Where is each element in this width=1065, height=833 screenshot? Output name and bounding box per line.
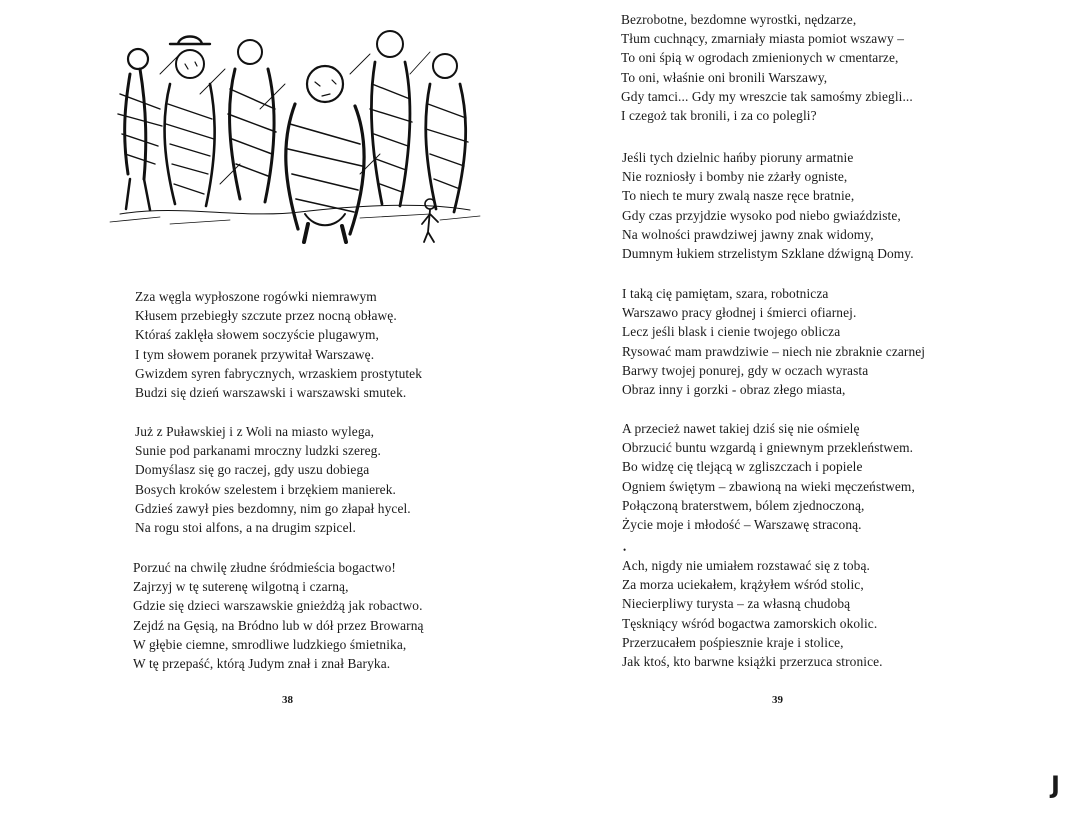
verse-line: Połączoną braterstwem, bólem zjednoczoną, bbox=[622, 497, 865, 513]
left-page bbox=[0, 0, 532, 833]
stanza bbox=[622, 284, 925, 399]
verse-line: Tłum cuchnący, zmarniały miasta pomiot wszawy – bbox=[621, 31, 905, 47]
verse-line: Gdzie się dzieci warszawskie gnieżdżą jak robactwo. bbox=[133, 598, 423, 614]
verse-line: Przerzucałem pośpiesznie kraje i stolice, bbox=[622, 634, 844, 650]
verse-line: To oni śpią w ogrodach zmienionych w cmentarze, bbox=[621, 50, 899, 66]
verse-line: W głębie ciemne, smrodliwe ludzkiego śmietnika, bbox=[133, 636, 407, 652]
verse-line: Zajrzyj w tę suterenę wilgotną i czarną, bbox=[133, 579, 349, 595]
verse-line: Lecz jeśli blask i cienie twojego oblicza bbox=[622, 324, 841, 340]
verse-line: Gdy czas przyjdzie wysoko pod niebo gwiaździste, bbox=[622, 207, 901, 223]
verse-line: I taką cię pamiętam, szara, robotnicza bbox=[622, 286, 829, 301]
verse-line: Dumnym łukiem strzelistym Szklane dźwigną Domy. bbox=[622, 246, 914, 262]
verse-line: Nie rozniosły i bomby nie zżarły ogniste, bbox=[622, 169, 848, 185]
page-number: 38 bbox=[282, 694, 293, 706]
verse-line: To niech te mury zwalą nasze ręce bratnie, bbox=[622, 188, 855, 204]
stray-mark: • bbox=[623, 545, 627, 555]
verse-line: Jeśli tych dzielnic hańby pioruny armatnie bbox=[622, 150, 854, 165]
verse-line: Sunie pod parkanami mroczny ludzki szereg. bbox=[135, 443, 381, 459]
stanza bbox=[622, 419, 915, 534]
verse-line: Za morza uciekałem, krążyłem wśród stolic, bbox=[622, 577, 864, 593]
verse-line: Rysować mam prawdziwie – niech nie zbraknie czarnej bbox=[622, 343, 926, 359]
verse-line: Gdzieś zawył pies bezdomny, nim go złapał hycel. bbox=[135, 500, 411, 516]
crowd-illustration bbox=[100, 14, 486, 246]
verse-line: Kłusem przebiegły szczute przez nocną obławę. bbox=[135, 308, 397, 324]
verse-line: Obrzucić buntu wzgardą i gniewnym przekleństwem. bbox=[622, 440, 914, 456]
verse-line: Niecierpliwy turysta – za własną chudobą bbox=[622, 596, 851, 612]
verse-line: I czegoż tak bronili, i za co polegli? bbox=[621, 108, 817, 124]
verse-line: Już z Puławskiej i z Woli na miasto wylega, bbox=[135, 424, 375, 439]
right-page bbox=[532, 0, 1065, 833]
verse-line: Ogniem świętym – zbawioną na wieki męczeństwem, bbox=[622, 478, 915, 494]
verse-line: Tęskniący wśród bogactwa zamorskich okolic. bbox=[622, 615, 878, 631]
stanza bbox=[133, 558, 424, 673]
verse-line: Jak ktoś, kto barwne książki przerzuca stronice. bbox=[622, 654, 883, 670]
verse-line: Któraś zaklęła słowem soczyście plugawym, bbox=[135, 327, 379, 343]
verse-line: Budzi się dzień warszawski i warszawski smutek. bbox=[135, 385, 407, 401]
verse-line: Bezrobotne, bezdomne wyrostki, nędzarze, bbox=[621, 12, 857, 27]
verse-line: Porzuć na chwilę złudne śródmieścia bogactwo! bbox=[133, 560, 396, 575]
stanza bbox=[621, 10, 913, 125]
page-number: 39 bbox=[772, 694, 783, 706]
verse-line: Domyślasz się go raczej, gdy uszu dobiega bbox=[135, 462, 370, 478]
verse-line: Ach, nigdy nie umiałem rozstawać się z tobą. bbox=[622, 558, 870, 573]
verse-line: Życie moje i młodość – Warszawę straconą. bbox=[622, 517, 862, 533]
verse-line: Bo widzę cię tlejącą w zgliszczach i popiele bbox=[622, 459, 863, 475]
verse-line: Barwy twojej ponurej, gdy w oczach wyrasta bbox=[622, 362, 869, 378]
verse-line: Obraz inny i gorzki - obraz złego miasta, bbox=[622, 382, 846, 398]
verse-line: Na wolności prawdziwej jawny znak widomy, bbox=[622, 226, 874, 242]
verse-line: A przecież nawet takiej dziś się nie ośmielę bbox=[622, 421, 860, 436]
stanza bbox=[135, 422, 411, 537]
verse-line: Bosych kroków szelestem i brzękiem manierek. bbox=[135, 481, 396, 497]
verse-line: Zejdź na Gęsią, na Bródno lub w dół przez Browarną bbox=[133, 617, 424, 633]
stanza bbox=[135, 287, 422, 402]
verse-line: Warszawo pracy głodnej i śmierci ofiarnej. bbox=[622, 305, 857, 321]
verse-line: W tę przepaść, którą Judym znał i znał Baryka. bbox=[133, 656, 391, 672]
stanza bbox=[622, 148, 914, 263]
verse-line: Gwizdem syren fabrycznych, wrzaskiem prostytutek bbox=[135, 365, 423, 381]
verse-line: Gdy tamci... Gdy my wreszcie tak samośmy zbiegli... bbox=[621, 88, 913, 104]
verse-line: To oni, właśnie oni bronili Warszawy, bbox=[621, 69, 828, 85]
verse-line: Na rogu stoi alfons, a na drugim szpicel. bbox=[135, 520, 356, 536]
verse-line: I tym słowem poranek przywitał Warszawę. bbox=[135, 346, 375, 362]
stanza bbox=[622, 556, 883, 671]
corner-mark: J bbox=[1051, 771, 1060, 799]
verse-line: Zza węgla wypłoszone rogówki niemrawym bbox=[135, 289, 377, 304]
